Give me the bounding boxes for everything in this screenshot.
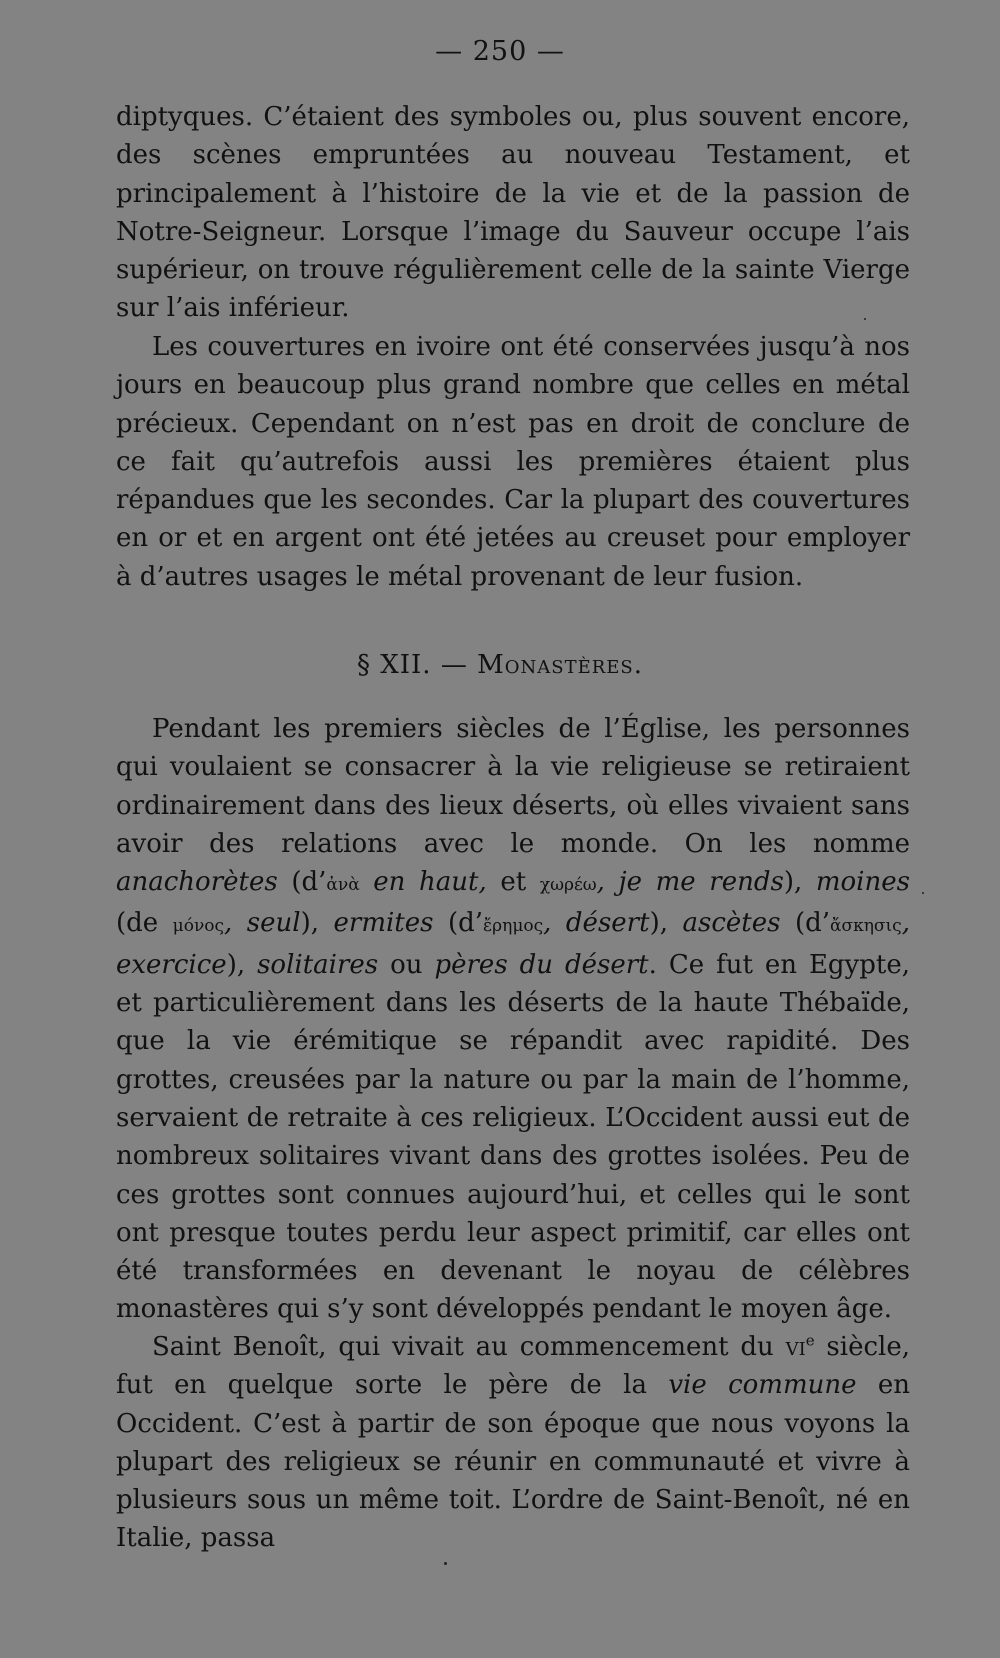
text-run: ),	[649, 908, 683, 939]
gloss: , seul	[224, 908, 301, 939]
text-run: Saint Benoît, qui vivait au commencement du	[152, 1332, 786, 1362]
term-ermites: ermites	[333, 908, 434, 939]
term-moines: moines	[815, 867, 910, 898]
text-run: ),	[300, 908, 334, 939]
paragraph-ivory-covers	[116, 328, 910, 596]
text-run: (d’	[277, 867, 327, 898]
gloss: , désert	[543, 908, 650, 939]
print-speck	[444, 1562, 447, 1565]
greek-word: ἀνὰ	[326, 875, 360, 896]
text-run: . Ce fut en Egypte, et particulièrement dans les déserts de la haute Thébaïde, que la vie érémitique se répandit avec rapidité. Des grottes, creusées par la nature ou par la main de l’homme, servaient de retraite à ces religieux. L’Occident aussi eut de nombreux solitaires vivant dans des grottes isolées. Peu de ces grottes sont connues aujourd’hui, et celles qui le sont ont presque toutes perdu leur aspect primitif, car elles ont été transformées en devenant le noyau de célèbres monastères qui s’y sont développés pendant le moyen âge.	[116, 949, 910, 1325]
text-run: en Occident. C’est à partir de son époque que nous voyons la plupart des religieux se réunir en communauté et vivre à plusieurs sous un même toit. L’ordre de Saint-Benoît, né en Italie, passa	[116, 1370, 910, 1554]
text-run: ),	[226, 949, 258, 980]
section-number: § XII. —	[356, 650, 468, 680]
term-solitaires: solitaires	[257, 949, 379, 980]
section-title: Monastères.	[477, 650, 644, 680]
century-numeral: vi	[785, 1332, 806, 1362]
text-run: (de	[116, 908, 173, 939]
page-number: — 250 —	[435, 36, 565, 67]
paragraph-saint-benoit	[116, 1328, 910, 1558]
paragraph-text: diptyques. C’étaient des symboles ou, plus souvent encore, des scènes empruntées au nouveau Testament, et principalement à l’histoire de la vie et de la passion de Notre-Seigneur. Lorsque l’image du Sauveur occupe l’ais supérieur, on trouve régulièrement celle de la sainte Vierge sur l’ais inférieur.	[116, 102, 910, 324]
greek-word: χωρέω	[539, 875, 597, 896]
text-run: (d’	[433, 908, 484, 939]
text-run: ou	[378, 949, 435, 980]
term-anachoretes: anachorètes	[116, 867, 278, 898]
text-run: et	[486, 867, 540, 898]
section-heading	[0, 650, 1000, 680]
text-run: (d’	[780, 908, 831, 939]
text-run: siècle, fut en quelque sorte le père de la	[116, 1332, 910, 1401]
greek-word: ἄσκησις	[830, 916, 902, 937]
superscript: e	[805, 1331, 815, 1350]
gloss: , je me rends	[596, 867, 784, 898]
term-ascetes: ascètes	[682, 908, 781, 939]
print-speck	[922, 892, 924, 894]
greek-word: ἔρημος	[483, 916, 544, 937]
paragraph-text	[116, 1328, 910, 1558]
paragraph-text: Les couvertures en ivoire ont été conservées jusqu’à nos jours en beaucoup plus grand nombre que celles en métal précieux. Cependant on n’est pas en droit de conclure de ce fait qu’autrefois aussi les premières étaient plus répandues que les secondes. Car la plupart des couvertures en or et en argent ont été jetées au creuset pour employer à d’autres usages le métal provenant de leur fusion.	[116, 332, 910, 592]
paragraph-diptyques	[116, 98, 910, 328]
gloss: en haut,	[359, 867, 487, 898]
paragraph-hermits	[116, 710, 910, 1329]
gloss: , exercice	[116, 908, 910, 980]
text-run: Pendant les premiers siècles de l’Église, les personnes qui voulaient se consacrer à la vie religieuse se retiraient ordinairement dans des lieux déserts, où elles vivaient sans avoir des relations avec le monde. On les nomme	[116, 714, 910, 859]
term-peres-du-desert: pères du désert	[434, 949, 649, 980]
paragraph-text	[116, 710, 910, 1329]
print-speck	[864, 318, 866, 320]
greek-word: μόνος	[172, 916, 225, 937]
text-run: ),	[783, 867, 816, 898]
term-vie-commune: vie commune	[668, 1370, 857, 1401]
